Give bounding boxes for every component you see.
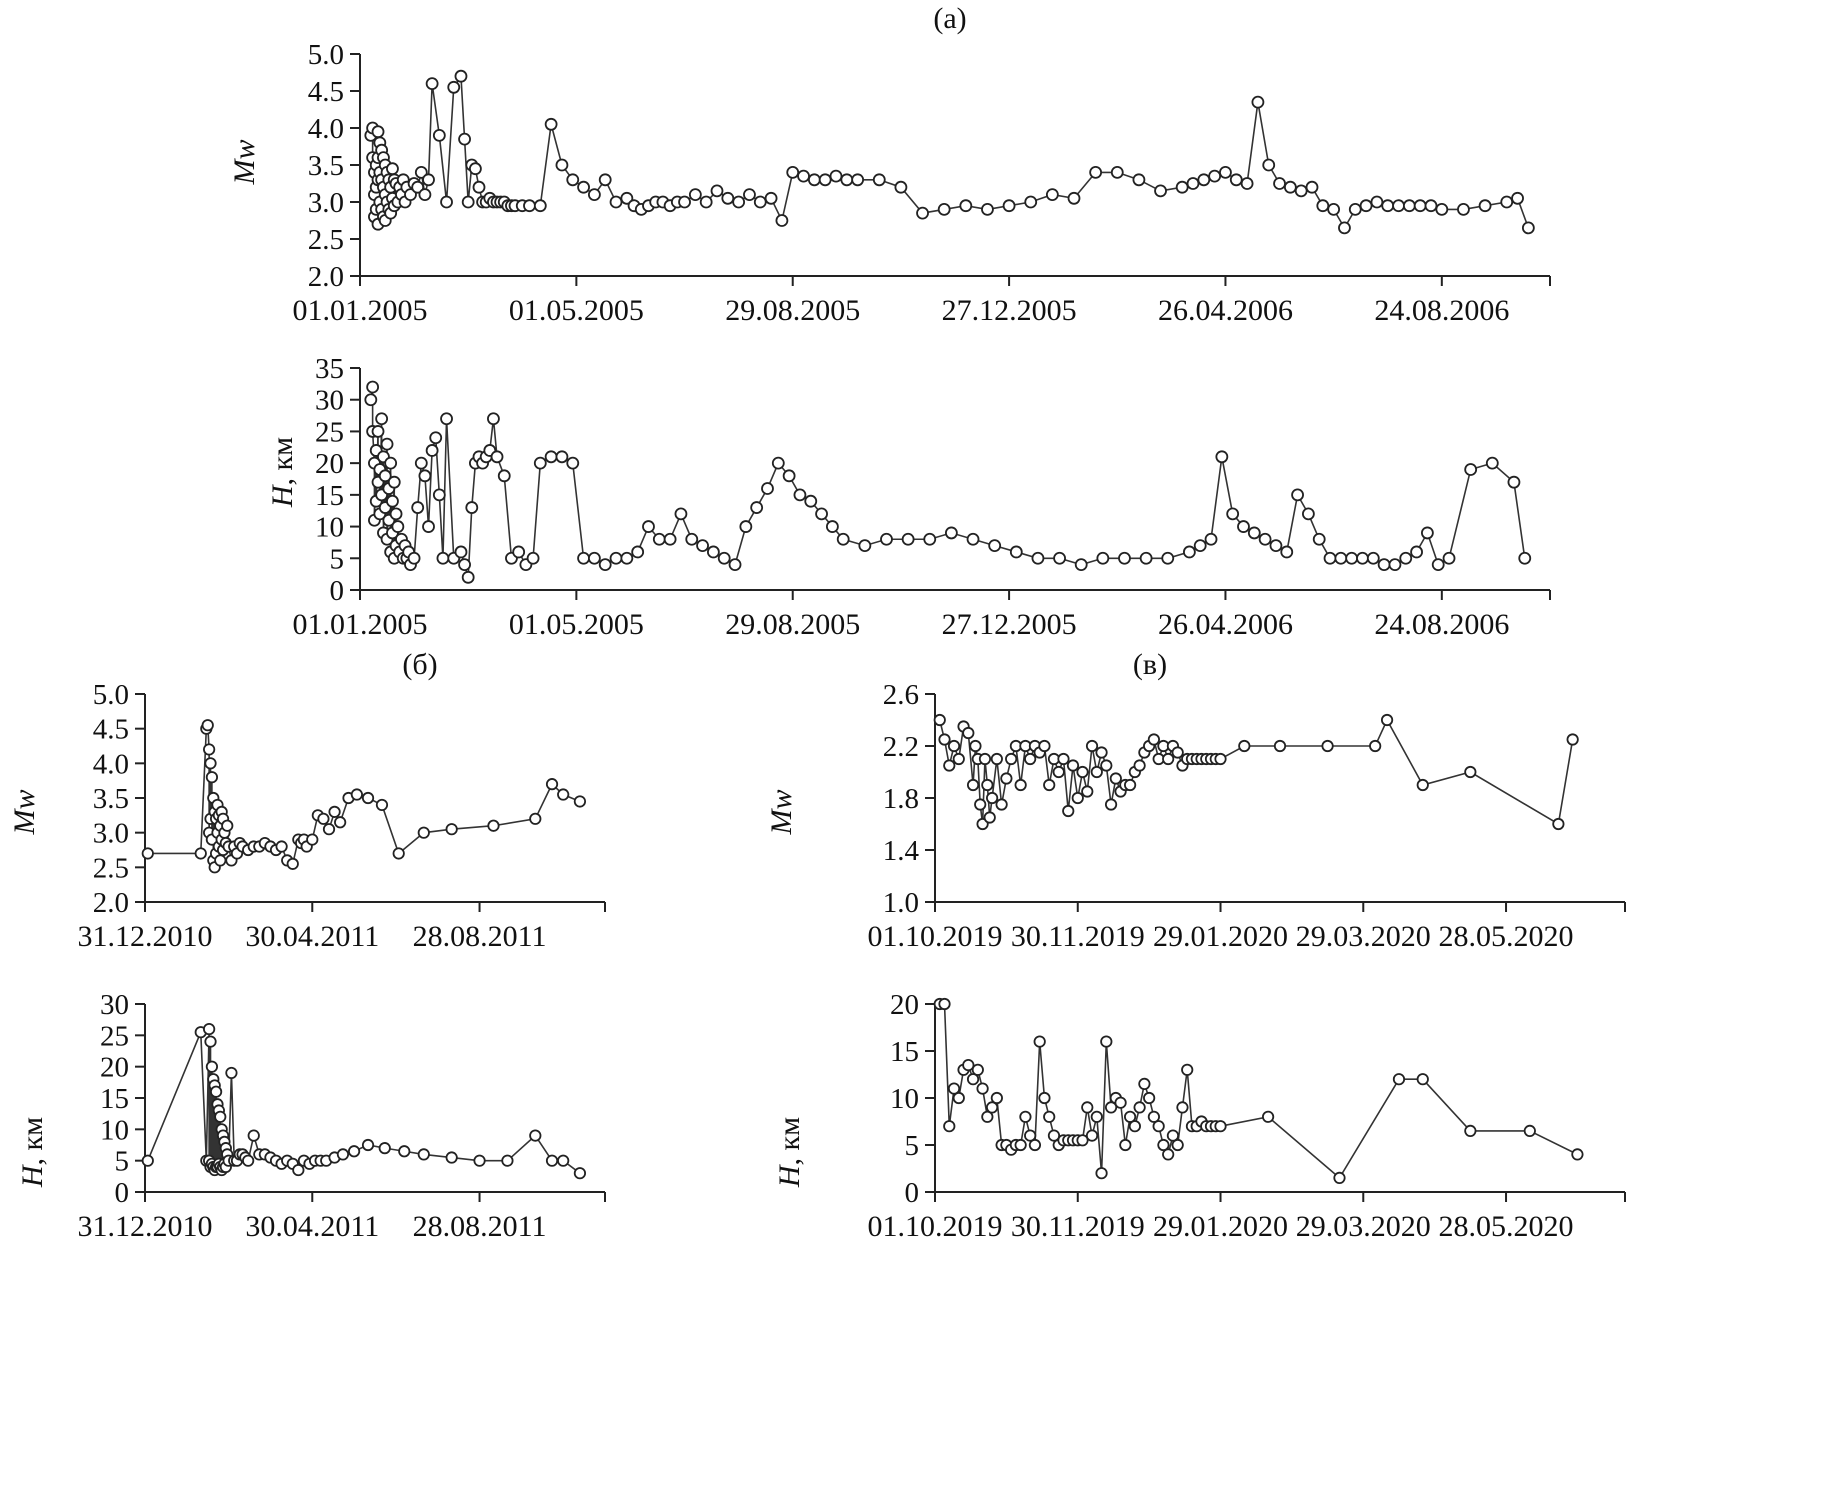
panel-a-mw-plot-ytick: 4.5 — [307, 76, 344, 108]
panel-a-mw-plot-ytick: 5.0 — [307, 39, 344, 71]
panel-v-mw-plot-xtick: 01.10.2019 — [867, 920, 1003, 953]
panel-b-h-plot-xtick: 31.12.2010 — [77, 1210, 213, 1243]
panel-v-mw-plot-ytick: 1.8 — [882, 783, 919, 815]
panel-a-h-plot-ytick: 0 — [329, 575, 344, 607]
panel-b-h-plot-ytick: 30 — [100, 989, 129, 1021]
panel-b-h-plot-ytick: 20 — [100, 1051, 129, 1084]
panel-a-mw-ylabel: Mw — [228, 139, 261, 185]
panel-b-mw-plot — [77, 679, 615, 960]
panel-v-mw-plot-ytick: 2.2 — [882, 731, 919, 763]
panel-b-h-plot-xtick: 30.04.2011 — [245, 1210, 380, 1243]
panel-a-h-plot-xtick: 26.04.2006 — [1157, 608, 1293, 641]
panel-b-mw-plot-ytick: 3.0 — [92, 817, 129, 850]
panel-b-mw-plot-xtick: 28.08.2011 — [412, 920, 547, 953]
panel-b-mw-plot-ytick: 2.5 — [92, 852, 129, 885]
panel-a-mw-plot-xtick: 26.04.2006 — [1157, 294, 1293, 327]
panel-b-h-plot-ytick: 0 — [114, 1177, 129, 1209]
panel-a-mw-plot-xtick: 01.01.2005 — [292, 294, 428, 327]
panel-a-h-plot-ytick: 25 — [315, 416, 344, 449]
panel-b-mw-plot-ytick: 4.0 — [92, 748, 129, 781]
panel-v-label: (в) — [1132, 648, 1168, 681]
panel-v-h-ylabel: H, км — [773, 1116, 806, 1188]
panel-v-h-plot — [867, 989, 1635, 1250]
panel-b-h-ylabel: H, км — [16, 1116, 49, 1188]
panel-v-mw-plot-ytick: 1.4 — [882, 835, 919, 867]
panel-v-h-plot-xtick: 01.10.2019 — [867, 1210, 1003, 1243]
panel-v-h-plot-ytick: 0 — [904, 1177, 919, 1209]
panel-v-h-plot-xtick: 30.11.2019 — [1010, 1210, 1145, 1243]
panel-a-h-plot-xtick: 01.05.2005 — [508, 608, 644, 641]
panel-v-mw-ylabel: Mw — [765, 789, 798, 835]
panel-a-h-ylabel: H, км — [266, 436, 299, 508]
panel-b-mw-plot-xtick: 30.04.2011 — [245, 920, 380, 953]
panel-v-h-plot-xtick: 28.05.2020 — [1438, 1210, 1574, 1243]
panel-b-mw-plot-ytick: 4.5 — [92, 713, 129, 746]
panel-v-h-plot-xtick: 29.01.2020 — [1153, 1210, 1289, 1243]
panel-v-h-plot-ytick: 10 — [890, 1083, 919, 1115]
panel-v-mw-plot-xtick: 30.11.2019 — [1010, 920, 1145, 953]
panel-a-h-plot-xtick: 24.08.2006 — [1374, 608, 1510, 641]
panel-b-label: (б) — [402, 648, 438, 681]
panel-a-mw-plot-ytick: 2.0 — [307, 261, 344, 293]
panel-a-mw-plot-xtick: 24.08.2006 — [1374, 294, 1510, 327]
panel-a-h-plot-ytick: 35 — [315, 353, 344, 385]
panel-a-mw-plot-ytick: 3.5 — [307, 150, 344, 182]
panel-v-mw-plot-xtick: 29.01.2020 — [1153, 920, 1289, 953]
panel-a-mw-plot-ytick: 2.5 — [307, 224, 344, 256]
panel-b-h-plot-ytick: 25 — [100, 1020, 129, 1053]
panel-v-h-plot-ytick: 20 — [890, 989, 919, 1021]
panel-v-h-plot-ytick: 15 — [890, 1036, 919, 1068]
panel-v-mw-plot-xtick: 28.05.2020 — [1438, 920, 1574, 953]
panel-v-mw-plot-ytick: 2.6 — [882, 679, 919, 711]
panel-a-h-plot — [292, 352, 1560, 652]
panel-b-mw-ylabel: Mw — [8, 789, 41, 835]
panel-b-mw-plot-xtick: 31.12.2010 — [77, 920, 213, 953]
panel-b-mw-plot-ytick: 5.0 — [92, 679, 129, 711]
panel-v-mw-plot-ytick: 1.0 — [882, 887, 919, 919]
panel-v-mw-plot-xtick: 29.03.2020 — [1295, 920, 1431, 953]
panel-v — [765, 640, 1848, 1506]
panel-v-h-plot-ytick: 5 — [904, 1130, 919, 1162]
panel-a-h-plot-ytick: 15 — [315, 479, 344, 512]
panel-a-mw-plot-xtick: 29.08.2005 — [725, 294, 861, 327]
panel-a-mw-plot-xtick: 01.05.2005 — [508, 294, 644, 327]
panel-a-mw-plot-ytick: 3.0 — [307, 187, 344, 219]
panel-a-h-plot-xtick: 29.08.2005 — [725, 608, 861, 641]
panel-b-h-plot-xtick: 28.08.2011 — [412, 1210, 547, 1243]
panel-v-mw-plot — [867, 679, 1635, 960]
panel-b-h-plot — [77, 989, 615, 1250]
panel-a-mw-plot — [292, 38, 1560, 338]
panel-b-mw-plot-ytick: 3.5 — [92, 783, 129, 815]
panel-b-h-plot-ytick: 5 — [114, 1145, 129, 1178]
panel-a-h-plot-xtick: 27.12.2005 — [941, 608, 1077, 641]
panel-a-mw-plot-xtick: 27.12.2005 — [941, 294, 1077, 327]
panel-b — [0, 640, 800, 1506]
panel-a-h-plot-ytick: 5 — [329, 543, 344, 576]
panel-a-h-plot-ytick: 30 — [315, 384, 344, 417]
panel-a-h-plot-xtick: 01.01.2005 — [292, 608, 428, 641]
panel-a-h-plot-ytick: 10 — [315, 511, 344, 544]
panel-a-h-plot-ytick: 20 — [315, 448, 344, 481]
panel-a-mw-plot-ytick: 4.0 — [307, 113, 344, 145]
panel-b-mw-plot-ytick: 2.0 — [92, 887, 129, 919]
panel-b-h-plot-ytick: 15 — [100, 1083, 129, 1115]
panel-v-h-plot-xtick: 29.03.2020 — [1295, 1210, 1431, 1243]
panel-a-label: (а) — [933, 2, 967, 35]
panel-a — [0, 0, 1848, 640]
panel-b-h-plot-ytick: 10 — [100, 1114, 129, 1147]
